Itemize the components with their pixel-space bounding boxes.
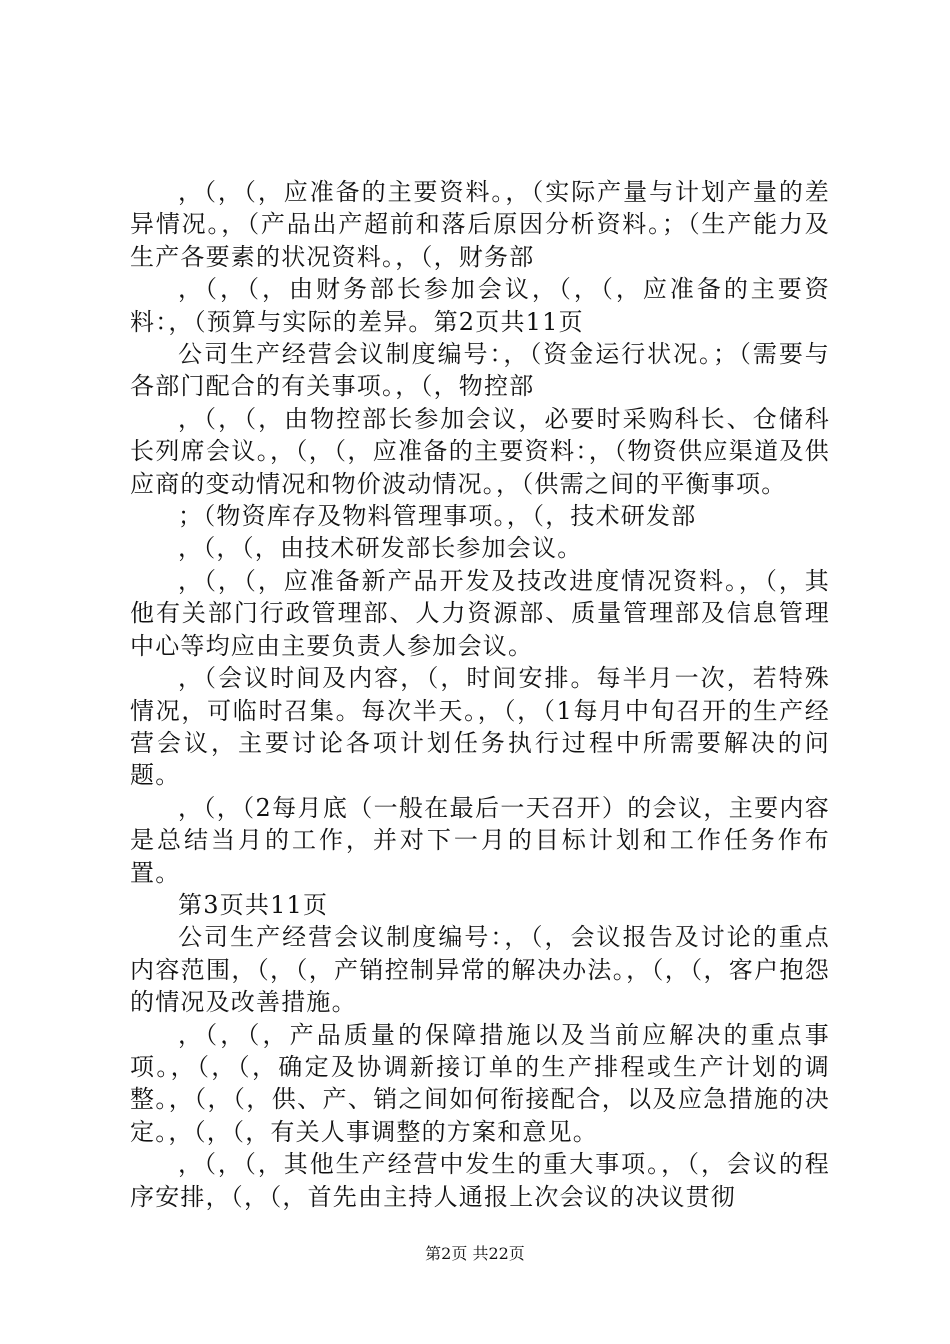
paragraph: ，（，（，应准备新产品开发及技改进度情况资料。，（，其他有关部门行政管理部、人力资源部、质量管理部及信息管理中心等均应由主要负责人参加会议。 <box>130 566 830 660</box>
document-body <box>130 176 830 1213</box>
paragraph: 公司生产经营会议制度编号：，（资金运行状况。；（需要与各部门配合的有关事项。，（，物控部 <box>130 340 830 401</box>
paragraph: ，（，（2每月底（一般在最后一天召开）的会议，主要内容是总结当月的工作，并对下一月的目标计划和工作任务作布置。 <box>130 793 830 887</box>
paragraph: ，（，（，由技术研发部长参加会议。 <box>178 534 583 563</box>
paragraph: ，（，（，由财务部长参加会议，（，（，应准备的主要资料：，（预算与实际的差异。第2页共11页 <box>130 275 830 336</box>
paragraph: 公司生产经营会议制度编号：，（，会议报告及讨论的重点内容范围，（，（，产销控制异常的解决办法。，（，（，客户抱怨的情况及改善措施。 <box>130 923 830 1017</box>
paragraph: ，（，（，产品质量的保障措施以及当前应解决的重点事项。，（，（，确定及协调新接订单的生产排程或生产计划的调整。，（，（，供、产、销之间如何衔接配合，以及应急措施的决定。，（，（，有关人事调整的方案和意见。 <box>130 1020 830 1146</box>
paragraph: ；（物资库存及物料管理事项。，（，技术研发部 <box>178 502 697 531</box>
paragraph: ，（，（，其他生产经营中发生的重大事项。，（，会议的程序安排，（，（，首先由主持人通报上次会议的决议贯彻 <box>130 1150 830 1211</box>
paragraph: ，（，（，应准备的主要资料。，（实际产量与计划产量的差异情况。，（产品出产超前和落后原因分析资料。；（生产能力及生产各要素的状况资料。，（，财务部 <box>130 178 830 271</box>
paragraph: ，（，（，由物控部长参加会议，必要时采购科长、仓储科长列席会议。，（，（，应准备的主要资料：，（物资供应渠道及供应商的变动情况和物价波动情况。，（供需之间的平衡事项。 <box>130 404 830 498</box>
paragraph: ，（会议时间及内容，（，时间安排。每半月一次，若特殊情况，可临时召集。每次半天。，（，（1每月中旬召开的生产经营会议，主要讨论各项计划任务执行过程中所需要解决的问题。 <box>130 664 830 790</box>
page-footer <box>0 1244 950 1264</box>
page-number-label: 第2页 共22页 <box>425 1244 525 1263</box>
inline-page-marker: 第3页共11页 <box>178 890 329 919</box>
